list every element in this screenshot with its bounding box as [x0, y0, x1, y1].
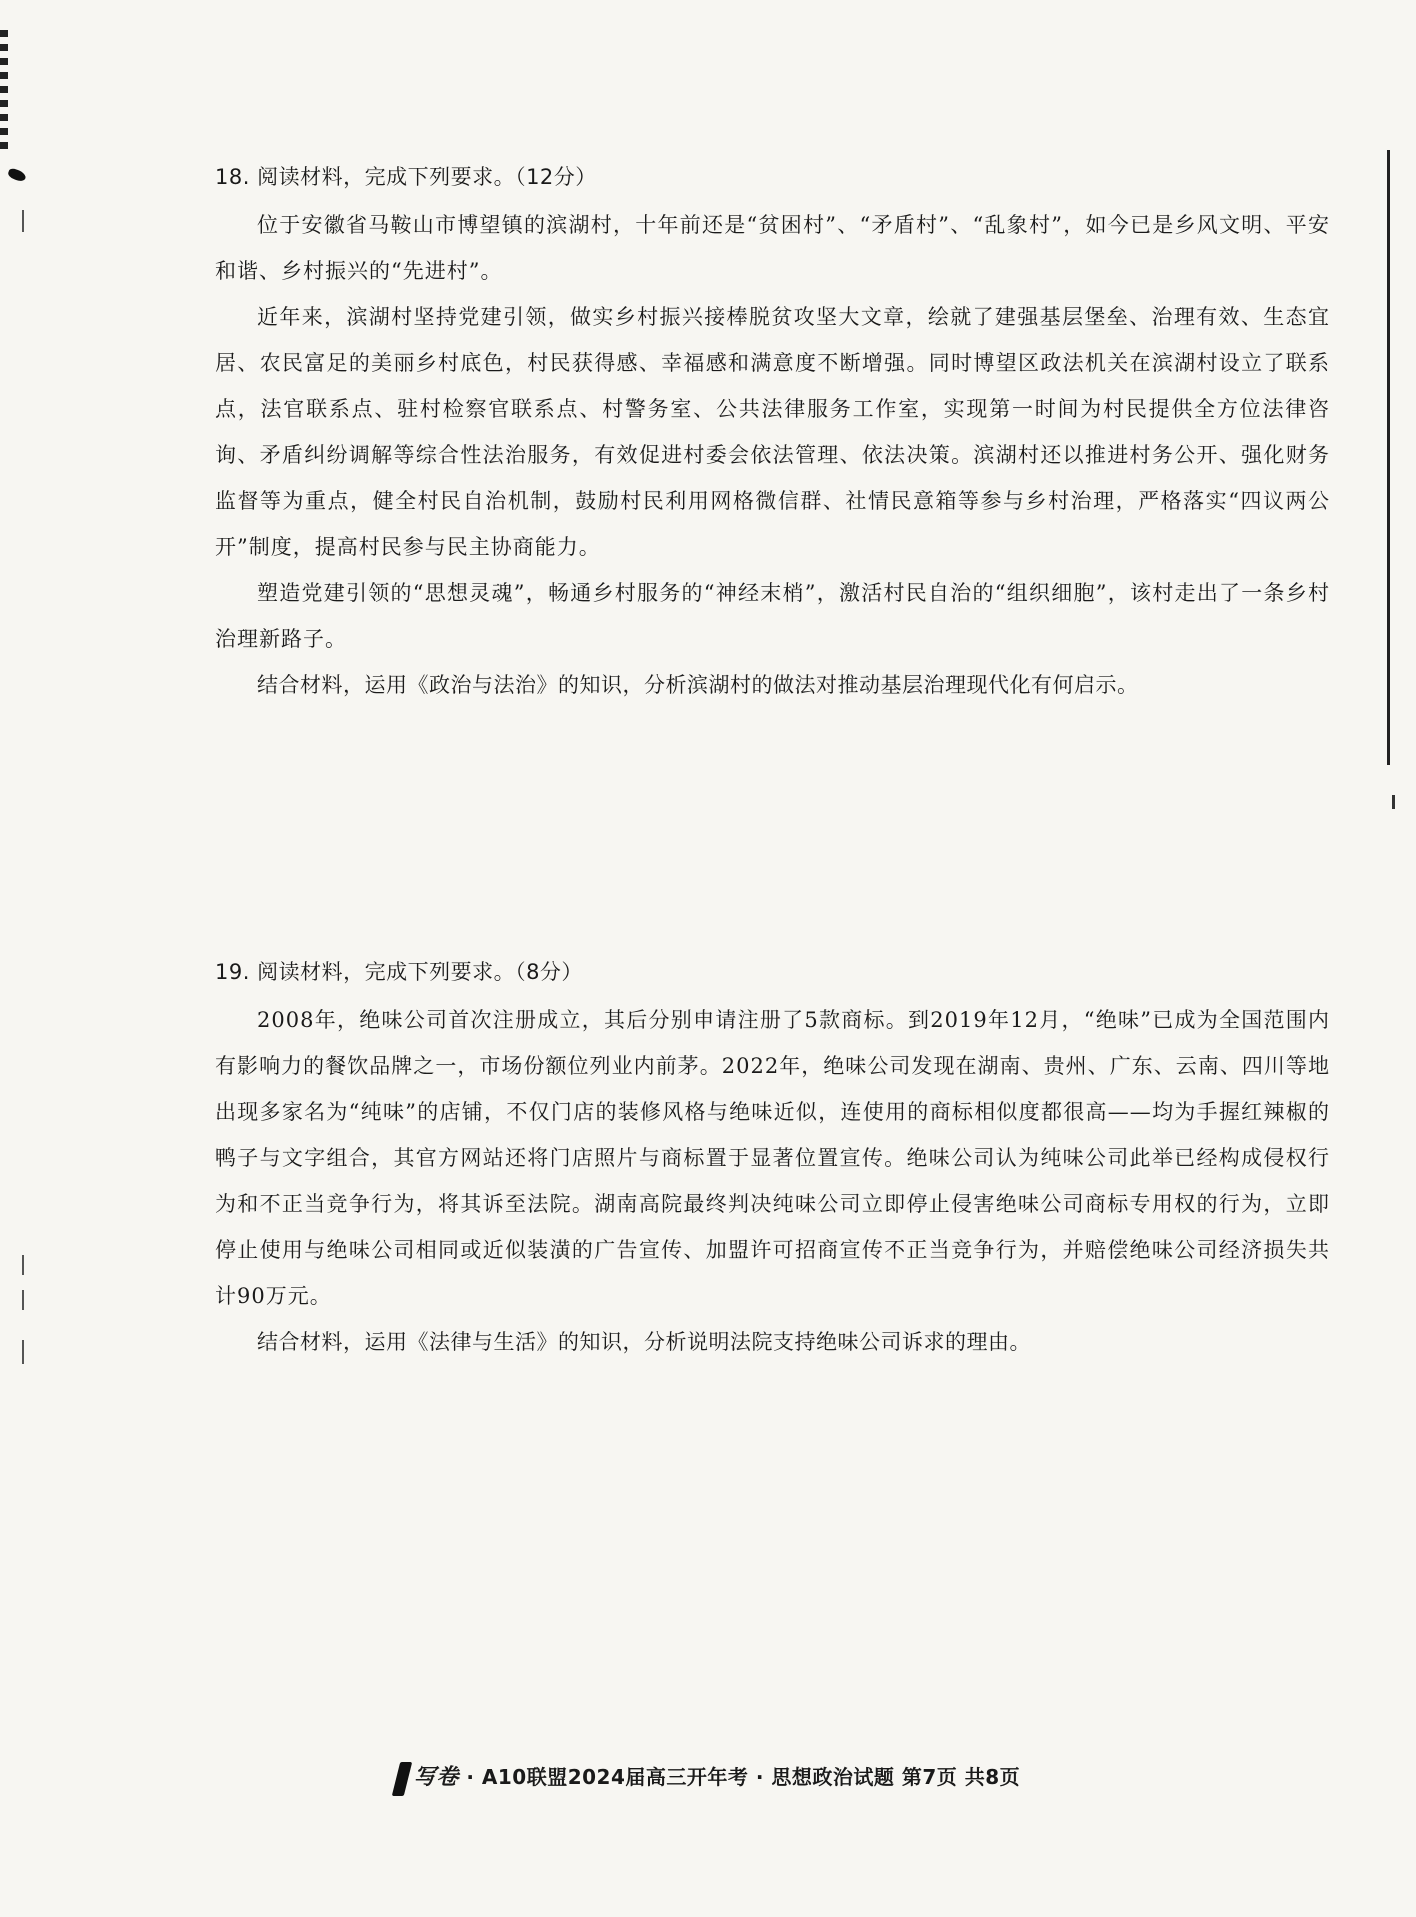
question-18-paragraph-1: 位于安徽省马鞍山市博望镇的滨湖村，十年前还是“贫困村”、“矛盾村”、“乱象村”，如今已是乡风文明、平安和谐、乡村振兴的“先进村”。 — [215, 213, 1330, 283]
question-19 — [215, 955, 1330, 1365]
scan-margin-marks — [0, 30, 8, 150]
question-19-paragraph-1: 2008年，绝味公司首次注册成立，其后分别申请注册了5款商标。到2019年12月，“绝味”已成为全国范围内有影响力的餐饮品牌之一，市场份额位列业内前茅。2022年，绝味公司发现在湖南、贵州、广东、云南、四川等地出现多家名为“纯味”的店铺，不仅门店的装修风格与绝味近似，连使用的商标相似度都很高——均为手握红辣椒的鸭子与文字组合，其官方网站还将门店照片与商标置于显著位置宣传。绝味公司认为纯味公司此举已经构成侵权行为和不正当竞争行为，将其诉至法院。湖南高院最终判决纯味公司立即停止侵害绝味公司商标专用权的行为，立即停止使用与绝味公司相同或近似装潢的广告宣传、加盟许可招商宣传不正当竞争行为，并赔偿绝味公司经济损失共计90万元。 — [215, 1008, 1330, 1308]
question-18-task: 结合材料，运用《政治与法治》的知识，分析滨湖村的做法对推动基层治理现代化有何启示。 — [257, 673, 1139, 697]
scan-ink-blot — [7, 167, 27, 183]
footer-brand: 写卷 — [413, 1764, 459, 1790]
question-19-title: 19. 阅读材料，完成下列要求。（8分） — [215, 960, 583, 984]
scan-tick-mark — [22, 1340, 24, 1364]
question-19-task: 结合材料，运用《法律与生活》的知识，分析说明法院支持绝味公司诉求的理由。 — [257, 1330, 1031, 1354]
margin-binding-line — [1387, 150, 1390, 765]
question-18-title: 18. 阅读材料，完成下列要求。（12分） — [215, 165, 597, 189]
brand-logo-icon — [392, 1762, 412, 1796]
footer-text: · A10联盟2024届高三开年考 · 思想政治试题 第7页 共8页 — [466, 1765, 1021, 1789]
question-18-paragraph-3: 塑造党建引领的“思想灵魂”，畅通乡村服务的“神经末梢”，激活村民自治的“组织细胞”，该村走出了一条乡村治理新路子。 — [215, 581, 1330, 651]
scan-tick-mark — [22, 210, 24, 232]
question-18 — [215, 160, 1330, 708]
scan-mark — [1392, 795, 1395, 809]
question-18-paragraph-2: 近年来，滨湖村坚持党建引领，做实乡村振兴接棒脱贫攻坚大文章，绘就了建强基层堡垒、治理有效、生态宜居、农民富足的美丽乡村底色，村民获得感、幸福感和满意度不断增强。同时博望区政法机关在滨湖村设立了联系点，法官联系点、驻村检察官联系点、村警务室、公共法律服务工作室，实现第一时间为村民提供全方位法律咨询、矛盾纠纷调解等综合性法治服务，有效促进村委会依法管理、依法决策。滨湖村还以推进村务公开、强化财务监督等为重点，健全村民自治机制，鼓励村民利用网格微信群、社情民意箱等参与乡村治理，严格落实“四议两公开”制度，提高村民参与民主协商能力。 — [215, 305, 1330, 559]
scan-tick-mark — [22, 1290, 24, 1310]
scan-tick-mark — [22, 1255, 24, 1275]
page-footer — [0, 1760, 1416, 1796]
